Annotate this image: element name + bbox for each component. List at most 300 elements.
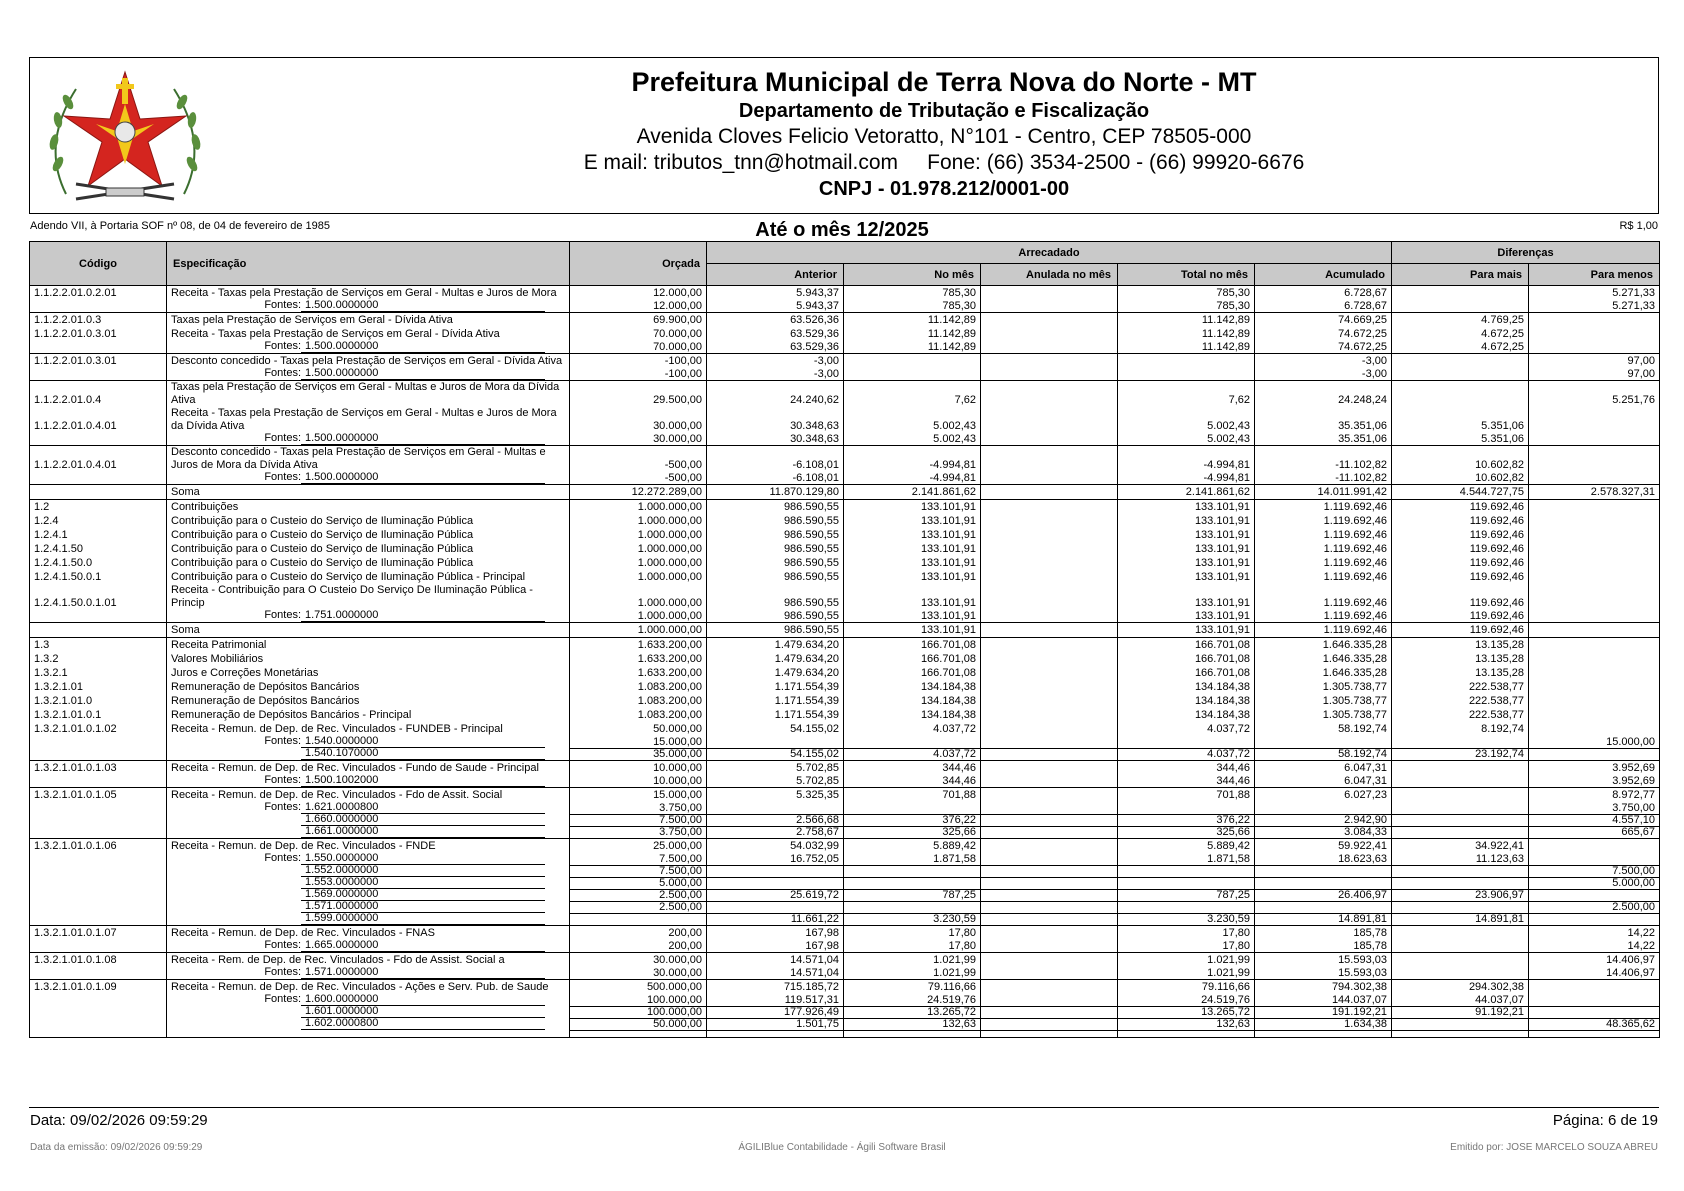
anulada-cell bbox=[981, 926, 1118, 941]
para-mais-cell: 14.891,81 bbox=[1392, 913, 1529, 926]
no-mes-cell: 785,30 bbox=[844, 300, 981, 313]
contact-info: E mail: tributos_tnn@hotmail.com Fone: (66) 3534-2500 - (66) 99920-6676 bbox=[583, 151, 1305, 174]
anterior-cell: 986.590,55 bbox=[707, 514, 844, 528]
acumulado-cell: 14.891,81 bbox=[1255, 913, 1392, 926]
table-row bbox=[30, 953, 1660, 968]
code-cell bbox=[30, 853, 167, 865]
table-row bbox=[30, 381, 1660, 408]
para-menos-cell bbox=[1529, 341, 1660, 354]
code-cell bbox=[30, 623, 167, 638]
table-body bbox=[30, 286, 1660, 1038]
para-mais-cell bbox=[1392, 877, 1529, 889]
para-menos-cell: 5.271,33 bbox=[1529, 286, 1660, 301]
description-cell bbox=[167, 994, 570, 1006]
description-cell bbox=[167, 814, 570, 826]
anulada-cell bbox=[981, 341, 1118, 354]
para-menos-cell bbox=[1529, 638, 1660, 653]
code-cell: 1.3.2.1.01.0.1.08 bbox=[30, 953, 167, 968]
para-mais-cell: 23.906,97 bbox=[1392, 889, 1529, 901]
para-menos-cell bbox=[1529, 853, 1660, 865]
source-row bbox=[30, 901, 1660, 913]
acumulado-cell: 74.672,25 bbox=[1255, 341, 1392, 354]
source-code: 1.571.0000000 bbox=[301, 901, 545, 913]
code-cell bbox=[30, 472, 167, 485]
orcada-cell: 12.000,00 bbox=[570, 286, 707, 301]
total-mes-cell: 134.184,38 bbox=[1118, 708, 1255, 722]
anterior-cell: 986.590,55 bbox=[707, 556, 844, 570]
orcada-cell: 1.000.000,00 bbox=[570, 528, 707, 542]
acumulado-cell: 1.646.335,28 bbox=[1255, 638, 1392, 653]
orcada-cell: 1.000.000,00 bbox=[570, 556, 707, 570]
acumulado-cell bbox=[1255, 736, 1392, 748]
emission-date: Data da emissão: 09/02/2026 09:59:29 bbox=[30, 1142, 203, 1153]
anterior-cell: 167,98 bbox=[707, 940, 844, 953]
acumulado-cell: -3,00 bbox=[1255, 368, 1392, 381]
total-mes-cell: 17,80 bbox=[1118, 926, 1255, 941]
para-menos-cell: 97,00 bbox=[1529, 368, 1660, 381]
description-cell bbox=[167, 940, 570, 953]
para-mais-cell: 222.538,77 bbox=[1392, 708, 1529, 722]
total-mes-cell: 133.101,91 bbox=[1118, 528, 1255, 542]
anterior-cell: 2.758,67 bbox=[707, 826, 844, 839]
source-row bbox=[30, 748, 1660, 761]
acumulado-cell: 6.728,67 bbox=[1255, 286, 1392, 301]
acumulado-cell: 3.084,33 bbox=[1255, 826, 1392, 839]
fontes-label: Fontes: bbox=[264, 967, 301, 978]
anulada-cell bbox=[981, 708, 1118, 722]
footer-divider bbox=[29, 1107, 1659, 1108]
code-cell: 1.2 bbox=[30, 500, 167, 515]
para-menos-cell bbox=[1529, 472, 1660, 485]
code-cell: 1.3.2.1 bbox=[30, 666, 167, 680]
acumulado-cell: 59.922,41 bbox=[1255, 839, 1392, 854]
code-cell bbox=[30, 775, 167, 788]
anterior-cell: 24.240,62 bbox=[707, 381, 844, 408]
para-menos-cell bbox=[1529, 327, 1660, 341]
anterior-cell: -6.108,01 bbox=[707, 472, 844, 485]
total-mes-cell: 17,80 bbox=[1118, 940, 1255, 953]
description-cell bbox=[167, 877, 570, 889]
source-code: 1.500.0000000 bbox=[301, 472, 545, 484]
table-row bbox=[30, 570, 1660, 584]
no-mes-cell: 133.101,91 bbox=[844, 570, 981, 584]
para-menos-cell bbox=[1529, 514, 1660, 528]
code-cell: 1.3.2.1.01.0.1.07 bbox=[30, 926, 167, 941]
code-cell bbox=[30, 967, 167, 980]
no-mes-cell: 166.701,08 bbox=[844, 638, 981, 653]
para-mais-cell bbox=[1392, 761, 1529, 776]
total-mes-cell: 133.101,91 bbox=[1118, 542, 1255, 556]
anulada-cell bbox=[981, 814, 1118, 826]
source-row bbox=[30, 802, 1660, 814]
para-menos-cell: 14.406,97 bbox=[1529, 953, 1660, 968]
spacer-cell bbox=[1255, 1030, 1392, 1037]
code-cell bbox=[30, 300, 167, 313]
source-row bbox=[30, 300, 1660, 313]
anterior-cell: 63.526,36 bbox=[707, 313, 844, 328]
total-mes-cell bbox=[1118, 802, 1255, 814]
code-cell: 1.3.2.1.01.0.1.05 bbox=[30, 788, 167, 803]
description-cell: Contribuição para o Custeio do Serviço de Iluminação Pública bbox=[167, 556, 570, 570]
no-mes-cell: 3.230,59 bbox=[844, 913, 981, 926]
total-mes-cell: 134.184,38 bbox=[1118, 680, 1255, 694]
acumulado-cell: 58.192,74 bbox=[1255, 722, 1392, 736]
anulada-cell bbox=[981, 953, 1118, 968]
anulada-cell bbox=[981, 748, 1118, 761]
description-cell bbox=[167, 433, 570, 446]
orcada-cell: 1.000.000,00 bbox=[570, 542, 707, 556]
no-mes-cell: 344,46 bbox=[844, 761, 981, 776]
para-mais-cell: 119.692,46 bbox=[1392, 570, 1529, 584]
anulada-cell bbox=[981, 980, 1118, 995]
orcada-cell: -100,00 bbox=[570, 368, 707, 381]
source-row bbox=[30, 610, 1660, 623]
para-mais-cell: 222.538,77 bbox=[1392, 680, 1529, 694]
orcada-cell: 12.000,00 bbox=[570, 300, 707, 313]
source-code: 1.599.0000000 bbox=[301, 913, 545, 925]
para-mais-cell: 119.692,46 bbox=[1392, 500, 1529, 515]
code-cell: 1.3.2.1.01.0.1.06 bbox=[30, 839, 167, 854]
para-mais-cell bbox=[1392, 788, 1529, 803]
acumulado-cell: 15.593,03 bbox=[1255, 953, 1392, 968]
anulada-cell bbox=[981, 802, 1118, 814]
orcada-cell: 3.750,00 bbox=[570, 802, 707, 814]
report-header bbox=[29, 57, 1659, 214]
table-row bbox=[30, 584, 1660, 610]
para-menos-cell bbox=[1529, 407, 1660, 433]
anulada-cell bbox=[981, 556, 1118, 570]
anterior-cell: -6.108,01 bbox=[707, 446, 844, 473]
para-mais-cell: 5.351,06 bbox=[1392, 407, 1529, 433]
para-menos-cell bbox=[1529, 556, 1660, 570]
source-row bbox=[30, 826, 1660, 839]
code-cell bbox=[30, 1006, 167, 1018]
code-cell: 1.1.2.2.01.0.3.01 bbox=[30, 354, 167, 369]
no-mes-cell: 133.101,91 bbox=[844, 514, 981, 528]
para-menos-cell: 14,22 bbox=[1529, 926, 1660, 941]
anulada-cell bbox=[981, 500, 1118, 515]
total-mes-cell: 787,25 bbox=[1118, 889, 1255, 901]
col-para-menos: Para menos bbox=[1529, 264, 1660, 286]
para-menos-cell: 665,67 bbox=[1529, 826, 1660, 839]
anulada-cell bbox=[981, 542, 1118, 556]
municipal-crest-logo bbox=[36, 64, 214, 208]
col-para-mais: Para mais bbox=[1392, 264, 1529, 286]
spacer-cell bbox=[167, 1030, 570, 1037]
orcada-cell: 1.000.000,00 bbox=[570, 570, 707, 584]
fontes-label: Fontes: bbox=[264, 368, 301, 379]
para-mais-cell: 119.692,46 bbox=[1392, 556, 1529, 570]
col-group-diferencas: Diferenças bbox=[1392, 242, 1660, 264]
source-code: 1.621.0000800 bbox=[301, 802, 545, 814]
para-mais-cell bbox=[1392, 736, 1529, 748]
description-cell: Remuneração de Depósitos Bancários - Principal bbox=[167, 708, 570, 722]
total-mes-cell: 344,46 bbox=[1118, 761, 1255, 776]
para-mais-cell bbox=[1392, 354, 1529, 369]
no-mes-cell: 24.519,76 bbox=[844, 994, 981, 1006]
anterior-cell bbox=[707, 736, 844, 748]
description-cell bbox=[167, 1018, 570, 1030]
orcada-cell: 50.000,00 bbox=[570, 722, 707, 736]
anterior-cell: 30.348,63 bbox=[707, 407, 844, 433]
source-row bbox=[30, 865, 1660, 877]
no-mes-cell: 2.141.861,62 bbox=[844, 485, 981, 500]
source-code: 1.500.0000000 bbox=[301, 433, 545, 445]
total-mes-cell: 166.701,08 bbox=[1118, 652, 1255, 666]
description-cell: Remuneração de Depósitos Bancários bbox=[167, 680, 570, 694]
orcada-cell: 3.750,00 bbox=[570, 826, 707, 839]
description-cell: Valores Mobiliários bbox=[167, 652, 570, 666]
anulada-cell bbox=[981, 313, 1118, 328]
acumulado-cell: 26.406,97 bbox=[1255, 889, 1392, 901]
description-cell bbox=[167, 853, 570, 865]
anulada-cell bbox=[981, 368, 1118, 381]
orcada-cell: 1.000.000,00 bbox=[570, 610, 707, 623]
code-cell: 1.3 bbox=[30, 638, 167, 653]
cnpj: CNPJ - 01.978.212/0001-00 bbox=[818, 178, 1070, 200]
total-mes-cell: 5.002,43 bbox=[1118, 407, 1255, 433]
anterior-cell: 167,98 bbox=[707, 926, 844, 941]
col-total-mes: Total no mês bbox=[1118, 264, 1255, 286]
anterior-cell: 16.752,05 bbox=[707, 853, 844, 865]
acumulado-cell: 35.351,06 bbox=[1255, 433, 1392, 446]
total-mes-cell: 5.889,42 bbox=[1118, 839, 1255, 854]
anterior-cell: 1.171.554,39 bbox=[707, 708, 844, 722]
source-row bbox=[30, 940, 1660, 953]
para-menos-cell bbox=[1529, 584, 1660, 610]
source-code: 1.550.0000000 bbox=[301, 853, 545, 865]
source-code: 1.500.0000000 bbox=[301, 368, 545, 380]
anulada-cell bbox=[981, 788, 1118, 803]
anulada-cell bbox=[981, 286, 1118, 301]
description-cell bbox=[167, 736, 570, 748]
acumulado-cell: 1.305.738,77 bbox=[1255, 708, 1392, 722]
no-mes-cell: 133.101,91 bbox=[844, 500, 981, 515]
para-menos-cell: 5.271,33 bbox=[1529, 300, 1660, 313]
para-mais-cell bbox=[1392, 300, 1529, 313]
no-mes-cell: 166.701,08 bbox=[844, 652, 981, 666]
issuer: Emitido por: JOSE MARCELO SOUZA ABREU bbox=[1450, 1142, 1658, 1153]
anulada-cell bbox=[981, 680, 1118, 694]
anulada-cell bbox=[981, 889, 1118, 901]
anulada-cell bbox=[981, 433, 1118, 446]
col-anterior: Anterior bbox=[707, 264, 844, 286]
anulada-cell bbox=[981, 913, 1118, 926]
anulada-cell bbox=[981, 761, 1118, 776]
source-code: 1.500.0000000 bbox=[301, 341, 545, 353]
orcada-cell: 50.000,00 bbox=[570, 1018, 707, 1030]
orcada-cell: -500,00 bbox=[570, 472, 707, 485]
table-row bbox=[30, 500, 1660, 515]
description-cell bbox=[167, 775, 570, 788]
para-mais-cell: 4.769,25 bbox=[1392, 313, 1529, 328]
description-cell bbox=[167, 341, 570, 354]
orcada-cell: 1.083.200,00 bbox=[570, 708, 707, 722]
total-mes-cell: 166.701,08 bbox=[1118, 666, 1255, 680]
no-mes-cell bbox=[844, 901, 981, 913]
no-mes-cell: 7,62 bbox=[844, 381, 981, 408]
acumulado-cell: 1.119.692,46 bbox=[1255, 500, 1392, 515]
anulada-cell bbox=[981, 1018, 1118, 1030]
para-menos-cell bbox=[1529, 839, 1660, 854]
acumulado-cell: 14.011.991,42 bbox=[1255, 485, 1392, 500]
acumulado-cell: 185,78 bbox=[1255, 926, 1392, 941]
source-row bbox=[30, 1006, 1660, 1018]
anulada-cell bbox=[981, 514, 1118, 528]
col-group-arrecadado: Arrecadado bbox=[707, 242, 1392, 264]
description-cell: Soma bbox=[167, 485, 570, 500]
acumulado-cell: -3,00 bbox=[1255, 354, 1392, 369]
para-mais-cell: 119.692,46 bbox=[1392, 584, 1529, 610]
para-menos-cell bbox=[1529, 708, 1660, 722]
report-period: Até o mês 12/2025 bbox=[755, 219, 929, 241]
orcada-cell: 1.000.000,00 bbox=[570, 584, 707, 610]
para-menos-cell bbox=[1529, 748, 1660, 761]
anterior-cell: 986.590,55 bbox=[707, 570, 844, 584]
no-mes-cell: 344,46 bbox=[844, 775, 981, 788]
total-mes-cell: 344,46 bbox=[1118, 775, 1255, 788]
para-mais-cell bbox=[1392, 901, 1529, 913]
para-menos-cell bbox=[1529, 694, 1660, 708]
description-cell bbox=[167, 826, 570, 839]
anterior-cell: 986.590,55 bbox=[707, 528, 844, 542]
anterior-cell: 986.590,55 bbox=[707, 500, 844, 515]
orcada-cell: 2.500,00 bbox=[570, 889, 707, 901]
municipality-title: Prefeitura Municipal de Terra Nova do Norte - MT bbox=[631, 67, 1257, 97]
orcada-cell: 7.500,00 bbox=[570, 814, 707, 826]
no-mes-cell: 1.871,58 bbox=[844, 853, 981, 865]
para-menos-cell bbox=[1529, 610, 1660, 623]
anulada-cell bbox=[981, 407, 1118, 433]
anterior-cell: 1.479.634,20 bbox=[707, 666, 844, 680]
total-mes-cell bbox=[1118, 901, 1255, 913]
anterior-cell: 1.501,75 bbox=[707, 1018, 844, 1030]
code-cell bbox=[30, 485, 167, 500]
table-end-row bbox=[30, 1030, 1660, 1037]
description-cell: Contribuições bbox=[167, 500, 570, 515]
description-cell: Desconto concedido - Taxas pela Prestação de Serviços em Geral - Dívida Ativa bbox=[167, 354, 570, 369]
anulada-cell bbox=[981, 666, 1118, 680]
spacer-cell bbox=[707, 1030, 844, 1037]
code-cell bbox=[30, 814, 167, 826]
description-cell bbox=[167, 889, 570, 901]
no-mes-cell bbox=[844, 877, 981, 889]
no-mes-cell: 132,63 bbox=[844, 1018, 981, 1030]
orcada-cell: 70.000,00 bbox=[570, 327, 707, 341]
anterior-cell: 1.479.634,20 bbox=[707, 638, 844, 653]
source-row bbox=[30, 913, 1660, 926]
code-cell bbox=[30, 341, 167, 354]
para-menos-cell bbox=[1529, 913, 1660, 926]
source-row bbox=[30, 967, 1660, 980]
print-date: Data: 09/02/2026 09:59:29 bbox=[30, 1112, 208, 1129]
para-menos-cell: 97,00 bbox=[1529, 354, 1660, 369]
anterior-cell: 5.943,37 bbox=[707, 286, 844, 301]
anterior-cell bbox=[707, 877, 844, 889]
para-mais-cell: 10.602,82 bbox=[1392, 472, 1529, 485]
table-row bbox=[30, 839, 1660, 854]
code-cell: 1.3.2.1.01 bbox=[30, 680, 167, 694]
para-menos-cell bbox=[1529, 889, 1660, 901]
total-mes-cell: 2.141.861,62 bbox=[1118, 485, 1255, 500]
anulada-cell bbox=[981, 1006, 1118, 1018]
description-cell: Contribuição para o Custeio do Serviço de Iluminação Pública bbox=[167, 514, 570, 528]
anulada-cell bbox=[981, 610, 1118, 623]
no-mes-cell: 133.101,91 bbox=[844, 528, 981, 542]
acumulado-cell: 144.037,07 bbox=[1255, 994, 1392, 1006]
anterior-cell: 54.032,99 bbox=[707, 839, 844, 854]
currency-unit: R$ 1,00 bbox=[1619, 220, 1658, 232]
anterior-cell: 1.171.554,39 bbox=[707, 694, 844, 708]
anterior-cell: 5.702,85 bbox=[707, 761, 844, 776]
acumulado-cell: 74.672,25 bbox=[1255, 327, 1392, 341]
total-mes-cell: 376,22 bbox=[1118, 814, 1255, 826]
para-menos-cell: 2.578.327,31 bbox=[1529, 485, 1660, 500]
anterior-cell: 54.155,02 bbox=[707, 722, 844, 736]
acumulado-cell: 2.942,90 bbox=[1255, 814, 1392, 826]
total-mes-cell: 133.101,91 bbox=[1118, 500, 1255, 515]
code-cell: 1.1.2.2.01.0.4 bbox=[30, 381, 167, 408]
fontes-label: Fontes: bbox=[264, 775, 301, 786]
para-mais-cell bbox=[1392, 814, 1529, 826]
para-mais-cell: 222.538,77 bbox=[1392, 694, 1529, 708]
anterior-cell: 119.517,31 bbox=[707, 994, 844, 1006]
acumulado-cell: 1.119.692,46 bbox=[1255, 623, 1392, 638]
source-row bbox=[30, 433, 1660, 446]
description-cell: Contribuição para o Custeio do Serviço de Iluminação Pública bbox=[167, 528, 570, 542]
code-cell: 1.1.2.2.01.0.4.01 bbox=[30, 407, 167, 433]
no-mes-cell: 787,25 bbox=[844, 889, 981, 901]
table-row bbox=[30, 680, 1660, 694]
sum-row bbox=[30, 623, 1660, 638]
no-mes-cell: 133.101,91 bbox=[844, 556, 981, 570]
source-row bbox=[30, 889, 1660, 901]
anterior-cell: 986.590,55 bbox=[707, 542, 844, 556]
anterior-cell: 1.171.554,39 bbox=[707, 680, 844, 694]
orcada-cell: 1.083.200,00 bbox=[570, 680, 707, 694]
para-mais-cell bbox=[1392, 967, 1529, 980]
spacer-cell bbox=[1392, 1030, 1529, 1037]
fontes-label: Fontes: bbox=[264, 433, 301, 444]
fontes-label: Fontes: bbox=[264, 300, 301, 311]
para-mais-cell: 119.692,46 bbox=[1392, 528, 1529, 542]
source-code: 1.751.0000000 bbox=[301, 610, 545, 622]
description-cell bbox=[167, 472, 570, 485]
no-mes-cell: 376,22 bbox=[844, 814, 981, 826]
table-row bbox=[30, 514, 1660, 528]
total-mes-cell: 1.021,99 bbox=[1118, 967, 1255, 980]
para-mais-cell: 34.922,41 bbox=[1392, 839, 1529, 854]
code-cell bbox=[30, 913, 167, 926]
total-mes-cell: 701,88 bbox=[1118, 788, 1255, 803]
anterior-cell bbox=[707, 865, 844, 877]
anterior-cell: -3,00 bbox=[707, 368, 844, 381]
description-cell bbox=[167, 1006, 570, 1018]
total-mes-cell: 133.101,91 bbox=[1118, 610, 1255, 623]
para-menos-cell bbox=[1529, 722, 1660, 736]
anulada-cell bbox=[981, 446, 1118, 473]
para-mais-cell bbox=[1392, 926, 1529, 941]
orcada-cell: 12.272.289,00 bbox=[570, 485, 707, 500]
anulada-cell bbox=[981, 967, 1118, 980]
anterior-cell: 54.155,02 bbox=[707, 748, 844, 761]
total-mes-cell: 5.002,43 bbox=[1118, 433, 1255, 446]
acumulado-cell: 1.119.692,46 bbox=[1255, 610, 1392, 623]
description-cell bbox=[167, 368, 570, 381]
acumulado-cell: 1.119.692,46 bbox=[1255, 584, 1392, 610]
para-mais-cell bbox=[1392, 802, 1529, 814]
code-cell bbox=[30, 889, 167, 901]
